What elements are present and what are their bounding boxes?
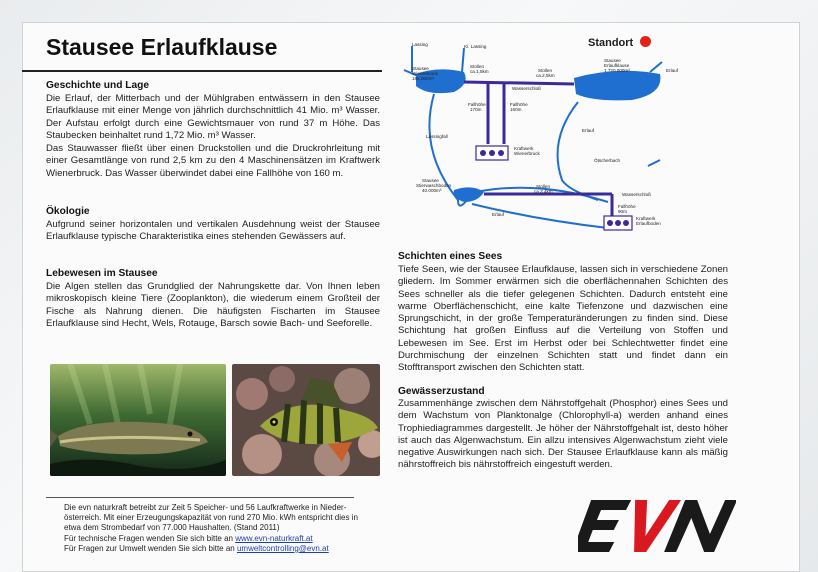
label-stausee-3-volume: 40.000m³ xyxy=(422,188,442,193)
label-kraftwerk-2-name: Erlaufboden xyxy=(636,221,661,226)
label-fallhoehe-2-value: 160m xyxy=(510,107,522,112)
label-erlauf-3: Erlauf xyxy=(492,212,505,217)
label-oetscherbach: Ötscherbach xyxy=(594,158,621,163)
pike-photo xyxy=(50,364,226,476)
label-stollen-1: Stollen xyxy=(470,64,485,69)
footer-line-1: Die evn naturkraft betreibt zur Zeit 5 Speicher- und 56 Laufkraftwerke in Nieder- xyxy=(64,503,347,512)
label-stollen-2-length: ca.2,5km xyxy=(536,73,555,78)
label-kraftwerk-1-name: Wienerbruck xyxy=(514,151,540,156)
ecology-paragraph: Aufgrund seiner horizontalen und vertikalen Ausdehnung weist der Stausee Erlaufklause typische Charakteristika eines stehenden Gewässers auf. xyxy=(46,219,380,243)
label-stierwaschboden: Stierwaschboden xyxy=(416,183,452,188)
perch-photo xyxy=(232,364,380,476)
label-erlauf-2: Erlauf xyxy=(582,128,595,133)
label-lassing: Lassing xyxy=(412,42,428,47)
erlauf-river-1 xyxy=(558,102,598,200)
label-fallhoehe-2: Fallhöhe xyxy=(510,102,528,107)
hydro-scheme-diagram xyxy=(398,40,688,240)
tech-contact-label: Für technische Fragen wenden Sie sich bitte an xyxy=(64,534,236,543)
page-title: Stausee Erlaufklause xyxy=(46,34,278,60)
history-paragraph-1: Die Erlauf, der Mitterbach und der Mühlgraben entwässern in den Stausee Erlaufklause mit einer Menge von jährlich durchschnittlich 41 Mio. m³ Wasser. Der Aufstau erfolgt durch eine Gewichtsmauer von rund 37 m Höhe. Das Staubecken beinhaltet rund 1,72 Mio. m³ Wasser. xyxy=(46,93,380,141)
state-paragraph: Zusammenhänge zwischen dem Nährstoffgehalt (Phosphor) eines Sees und dem Wachstum von Planktonalge (Chlorophyll-a) werden anhand eines Trophiediagrammes dargestellt. Je höher der Nährstoffgehalt ist, desto höher ist auch das Algenwachstum. Ein allzu intensives Algenwachstum zieht viele negative Auswirkungen nach sich. Der Stausee Erlaufklause kann als mäßig nährstoffreich bis nährstoffreich eingestuft werden. xyxy=(398,398,728,471)
kl-lassing-river xyxy=(462,48,464,72)
label-wasserschloss-1: Wasserschloß xyxy=(512,86,541,91)
ecology-heading: Ökologie xyxy=(46,206,90,217)
stausee-erlaufklause-icon xyxy=(574,71,660,101)
history-heading: Geschichte und Lage xyxy=(46,80,150,91)
footer-line-2: österreich. Mit einer Erzeugungskapazität von rund 270 Mio. kWh entspricht dies in xyxy=(64,513,358,522)
label-lassingfall: Lassingfall xyxy=(426,134,448,139)
evn-logo xyxy=(578,496,736,556)
oetscherbach-river xyxy=(648,160,660,166)
footer-line-3: etwa dem Strombedarf von 77.000 Haushalten. (Stand 2011) xyxy=(64,523,280,532)
label-stollen-2: Stollen xyxy=(538,68,553,73)
label-erlaufklause: Erlaufklause xyxy=(604,63,630,68)
footer-divider xyxy=(46,497,354,498)
label-fallhoehe-3: Fallhöhe xyxy=(618,204,636,209)
label-wienerbruck-volume: 185.000m³ xyxy=(412,76,434,81)
label-kraftwerk-1: Kraftwerk xyxy=(514,146,534,151)
label-kl-lassing: Kl. Lassing xyxy=(464,44,487,49)
life-paragraph: Die Algen stellen das Grundglied der Nahrungskette dar. Von Ihnen leben mikroskopisch kleine Tiere (Zooplankton), die wiederum einem Großteil der Fische als Nahrung dienen. Die häufigsten Fischarten im Stausee Erlaufklause sind Hecht, Wels, Rotauge, Barsch sowie Bach- und Seeforelle. xyxy=(46,281,380,329)
footer-tech-contact xyxy=(64,534,313,544)
label-wienerbruck: Wienerbruck xyxy=(412,71,438,76)
label-fallhoehe-1-value: 170m xyxy=(470,107,482,112)
label-stausee-wienerbruck: Stausee xyxy=(412,66,429,71)
stollen-1-pipe xyxy=(464,82,574,84)
evn-naturkraft-link[interactable]: www.evn-naturkraft.at xyxy=(235,534,313,543)
footer-env-contact xyxy=(64,544,329,554)
life-heading: Lebewesen im Stausee xyxy=(46,268,158,279)
label-fallhoehe-1: Fallhöhe xyxy=(468,102,486,107)
label-stausee-erlaufklause: Stausee xyxy=(604,58,621,63)
label-kraftwerk-2: Kraftwerk xyxy=(636,216,656,221)
layers-heading: Schichten eines Sees xyxy=(398,251,503,262)
label-fallhoehe-3-value: 90m xyxy=(618,209,627,214)
title-underline xyxy=(22,70,382,72)
layers-paragraph: Tiefe Seen, wie der Stausee Erlaufklause, lassen sich in verschiedene Zonen gliedern. Im Sommer erwärmen sich die oberflächennahen Schichten des Sees schneller als die tiefer gelegenen Schichten. Dadurch entsteht eine warme Oberflächenschicht, eine kalte Tiefenzone und dazwischen eine Sprungschicht, in der große Temperaturänderungen zu finden sind. Diese Schichtung hat großen Einfluss auf die Verteilung von Stoffen und Lebewesen im See. Erst im Herbst oder bei Schlechtwetter findet eine Durchmischung der einzelnen Schichten statt und findet dann ein Stofftransport zwischen den Schichten statt. xyxy=(398,264,728,374)
env-contact-label: Für Fragen zur Umwelt wenden Sie sich bitte an xyxy=(64,544,237,553)
label-stausee-3: Stausee xyxy=(422,178,439,183)
label-stollen-3-length: ca.3,4km xyxy=(534,189,553,194)
state-heading: Gewässerzustand xyxy=(398,386,485,397)
history-paragraph-2: Das Stauwasser fließt über einen Druckstollen und die Druckrohrleitung mit einer Gesamtlänge von rund 2,5 km zu den 4 Maschinensätzen im Kraftwerk Wienerbruck. Das Wasser überwindet dabei eine Fallhöhe von 160 m. xyxy=(46,143,380,179)
label-erlauf-1: Erlauf xyxy=(666,68,679,73)
umweltcontrolling-email-link[interactable]: umweltcontrolling@evn.at xyxy=(236,544,329,553)
label-erlaufklause-volume: 1.720.000m³ xyxy=(604,68,630,73)
label-wasserschloss-2: Wasserschloß xyxy=(622,192,651,197)
standort-label: Standort xyxy=(588,37,634,49)
label-stollen-3: Stollen xyxy=(536,184,551,189)
label-stollen-1-length: ca.1,5km xyxy=(470,69,489,74)
